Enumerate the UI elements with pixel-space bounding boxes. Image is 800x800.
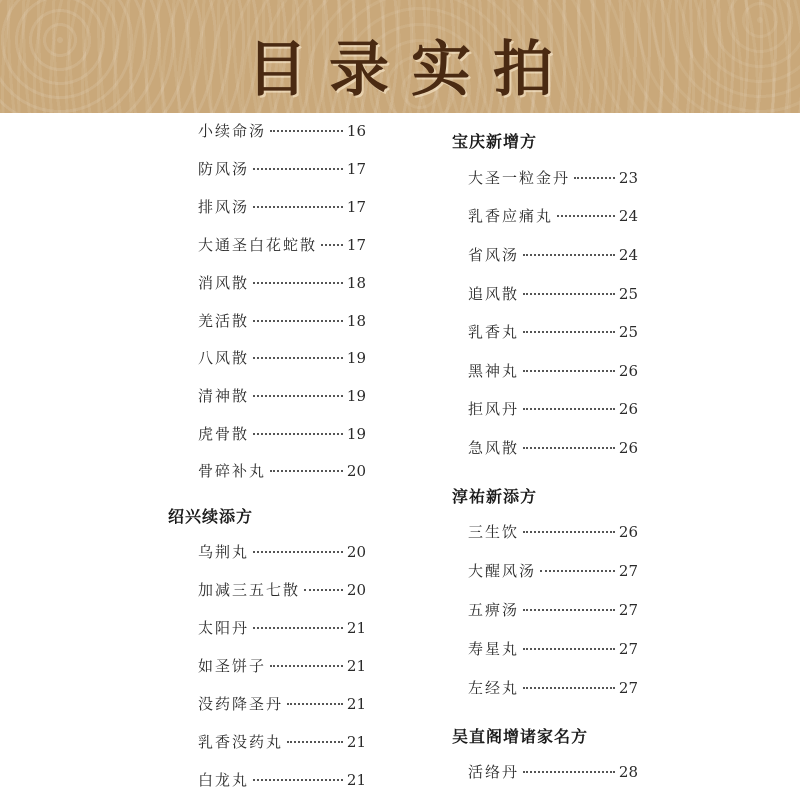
leader-dots: [270, 665, 343, 667]
leader-dots: [253, 395, 343, 397]
leader-dots: [523, 293, 615, 295]
toc-entry[interactable]: 大通圣白花蛇散 17: [198, 236, 366, 254]
section-heading[interactable]: 淳祐新添方: [452, 487, 538, 506]
toc-entry[interactable]: 白龙丸 21: [198, 771, 366, 789]
leader-dots: [523, 370, 615, 372]
toc-entry[interactable]: 五痹汤 27: [468, 601, 638, 619]
toc-entry[interactable]: 骨碎补丸 20: [198, 462, 366, 480]
leader-dots: [253, 433, 343, 435]
leader-dots: [523, 648, 615, 650]
toc-entry[interactable]: 羌活散 18: [198, 312, 366, 330]
section-heading[interactable]: 吴直阁增诸家名方: [452, 727, 589, 746]
leader-dots: [523, 771, 615, 773]
toc-entry[interactable]: 如圣饼子 21: [198, 657, 366, 675]
toc-entry[interactable]: 拒风丹 26: [468, 400, 638, 418]
toc-entry[interactable]: 左经丸 27: [468, 679, 638, 697]
leader-dots: [253, 627, 343, 629]
leader-dots: [253, 779, 343, 781]
leader-dots: [270, 470, 343, 472]
leader-dots: [253, 206, 343, 208]
leader-dots: [270, 130, 343, 132]
toc-entry[interactable]: 乳香没药丸 21: [198, 733, 366, 751]
toc-entry[interactable]: 太阳丹 21: [198, 619, 366, 637]
leader-dots: [523, 447, 615, 449]
leader-dots: [523, 331, 615, 333]
toc-entry[interactable]: 八风散 19: [198, 349, 366, 367]
leader-dots: [321, 244, 343, 246]
toc-entry[interactable]: 活络丹 28: [468, 763, 638, 781]
toc-entry[interactable]: 防风汤 17: [198, 160, 366, 178]
leader-dots: [253, 320, 343, 322]
section-heading[interactable]: 绍兴续添方: [168, 507, 254, 526]
toc-entry[interactable]: 清神散 19: [198, 387, 366, 405]
page-title: 目录实拍: [247, 35, 575, 105]
toc-entry[interactable]: 追风散 25: [468, 285, 638, 303]
toc-entry[interactable]: 寿星丸 27: [468, 640, 638, 658]
section-heading[interactable]: 宝庆新增方: [452, 132, 538, 151]
toc-entry[interactable]: 乳香丸 25: [468, 323, 638, 341]
leader-dots: [253, 168, 343, 170]
toc-entry[interactable]: 黑神丸 26: [468, 362, 638, 380]
leader-dots: [540, 570, 615, 572]
leader-dots: [557, 215, 615, 217]
leader-dots: [253, 282, 343, 284]
toc-entry[interactable]: 消风散 18: [198, 274, 366, 292]
toc-entry[interactable]: 没药降圣丹 21: [198, 695, 366, 713]
leader-dots: [523, 687, 615, 689]
header-banner: [0, 0, 800, 113]
leader-dots: [523, 609, 615, 611]
toc-entry[interactable]: 急风散 26: [468, 439, 638, 457]
toc-entry[interactable]: 乌荆丸 20: [198, 543, 366, 561]
leader-dots: [523, 531, 615, 533]
leader-dots: [523, 254, 615, 256]
toc-entry[interactable]: 大圣一粒金丹 23: [468, 169, 638, 187]
toc-entry[interactable]: 大醒风汤 27: [468, 562, 638, 580]
toc-entry[interactable]: 三生饮 26: [468, 523, 638, 541]
leader-dots: [287, 741, 343, 743]
toc-entry[interactable]: 加减三五七散 20: [198, 581, 366, 599]
toc-entry[interactable]: 排风汤 17: [198, 198, 366, 216]
leader-dots: [253, 357, 343, 359]
toc-entry[interactable]: 乳香应痛丸 24: [468, 207, 638, 225]
toc-entry[interactable]: 虎骨散 19: [198, 425, 366, 443]
leader-dots: [287, 703, 343, 705]
leader-dots: [574, 177, 615, 179]
leader-dots: [304, 589, 343, 591]
toc-entry[interactable]: 小续命汤 16: [198, 122, 366, 140]
leader-dots: [253, 551, 343, 553]
toc-entry[interactable]: 省风汤 24: [468, 246, 638, 264]
leader-dots: [523, 408, 615, 410]
